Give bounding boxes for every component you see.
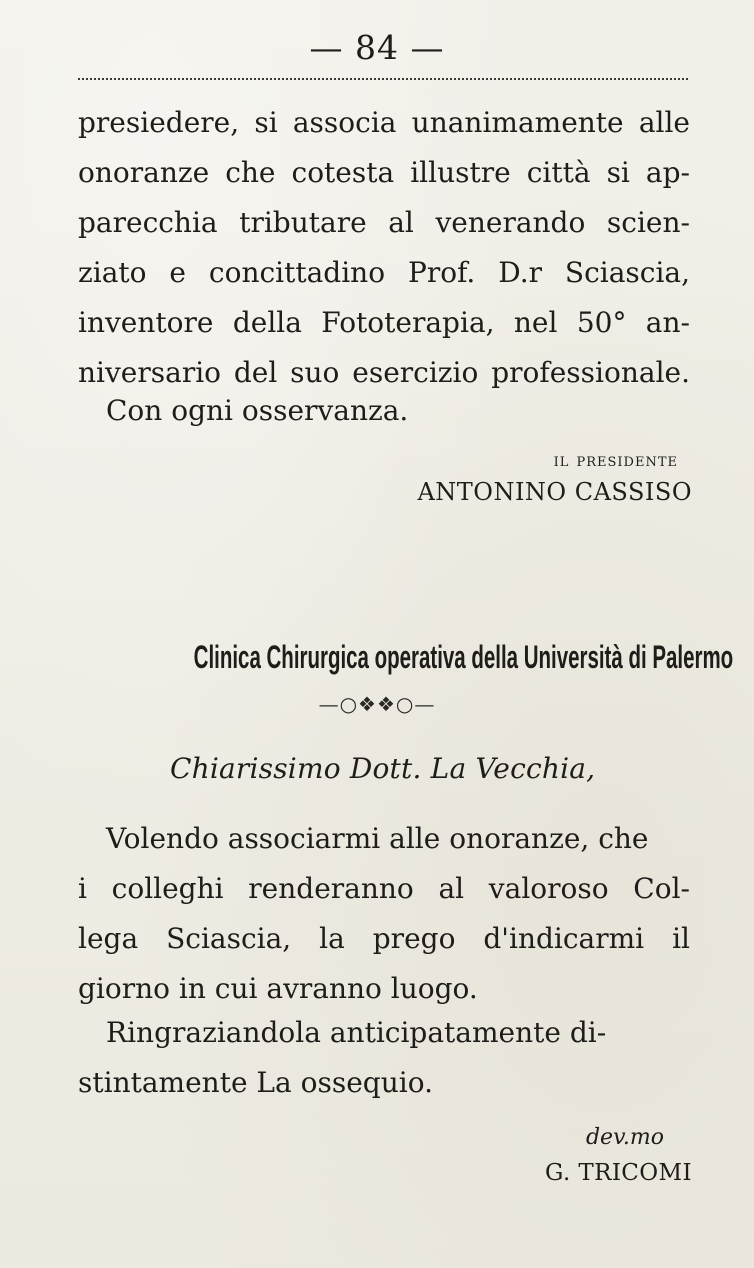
paragraph-line: lega Sciascia, la prego d'indicarmi il [78,922,690,955]
president-title: il presidente [553,449,678,471]
request-paragraph [78,814,690,1014]
signature-label: dev.mo [585,1125,664,1150]
paragraph-line: ziato e concittadino Prof. D.r Sciascia, [78,256,690,289]
president-name: ANTONINO CASSISO [417,478,692,506]
salutation: Chiarissimo Dott. La Vecchia, [170,752,596,785]
ornament-divider: —○❖❖○— [318,692,436,716]
paragraph-line: presiedere, si associa unanimamente alle [78,106,690,139]
header-dotted-rule [78,78,688,80]
thanks-paragraph [78,1008,690,1108]
closing-line: Con ogni osservanza. [106,394,409,427]
paragraph-line: inventore della Fototerapia, nel 50° an- [78,306,690,339]
paragraph-line: giorno in cui avranno luogo. [78,972,478,1005]
paragraph-line: i colleghi renderanno al valoroso Col- [78,872,690,905]
paragraph-line: onoranze che cotesta illustre città si ap- [78,156,690,189]
paragraph-line: parecchia tributare al venerando scien- [78,206,690,239]
paragraph-line: niversario del suo esercizio professionale. [78,356,690,389]
clinic-heading: Clinica Chirurgica operativa della Università di Palermo [193,639,734,675]
page-number: — 84 — [309,28,445,67]
paragraph-line: Volendo associarmi alle onoranze, che [106,822,649,855]
paragraph-line: Ringraziandola anticipatamente di- [106,1016,607,1049]
paragraph-line: stintamente La ossequio. [78,1066,433,1099]
signature-name: G. TRICOMI [544,1160,692,1186]
closing-paragraph [78,386,690,436]
letter-paragraph-1 [78,98,690,398]
